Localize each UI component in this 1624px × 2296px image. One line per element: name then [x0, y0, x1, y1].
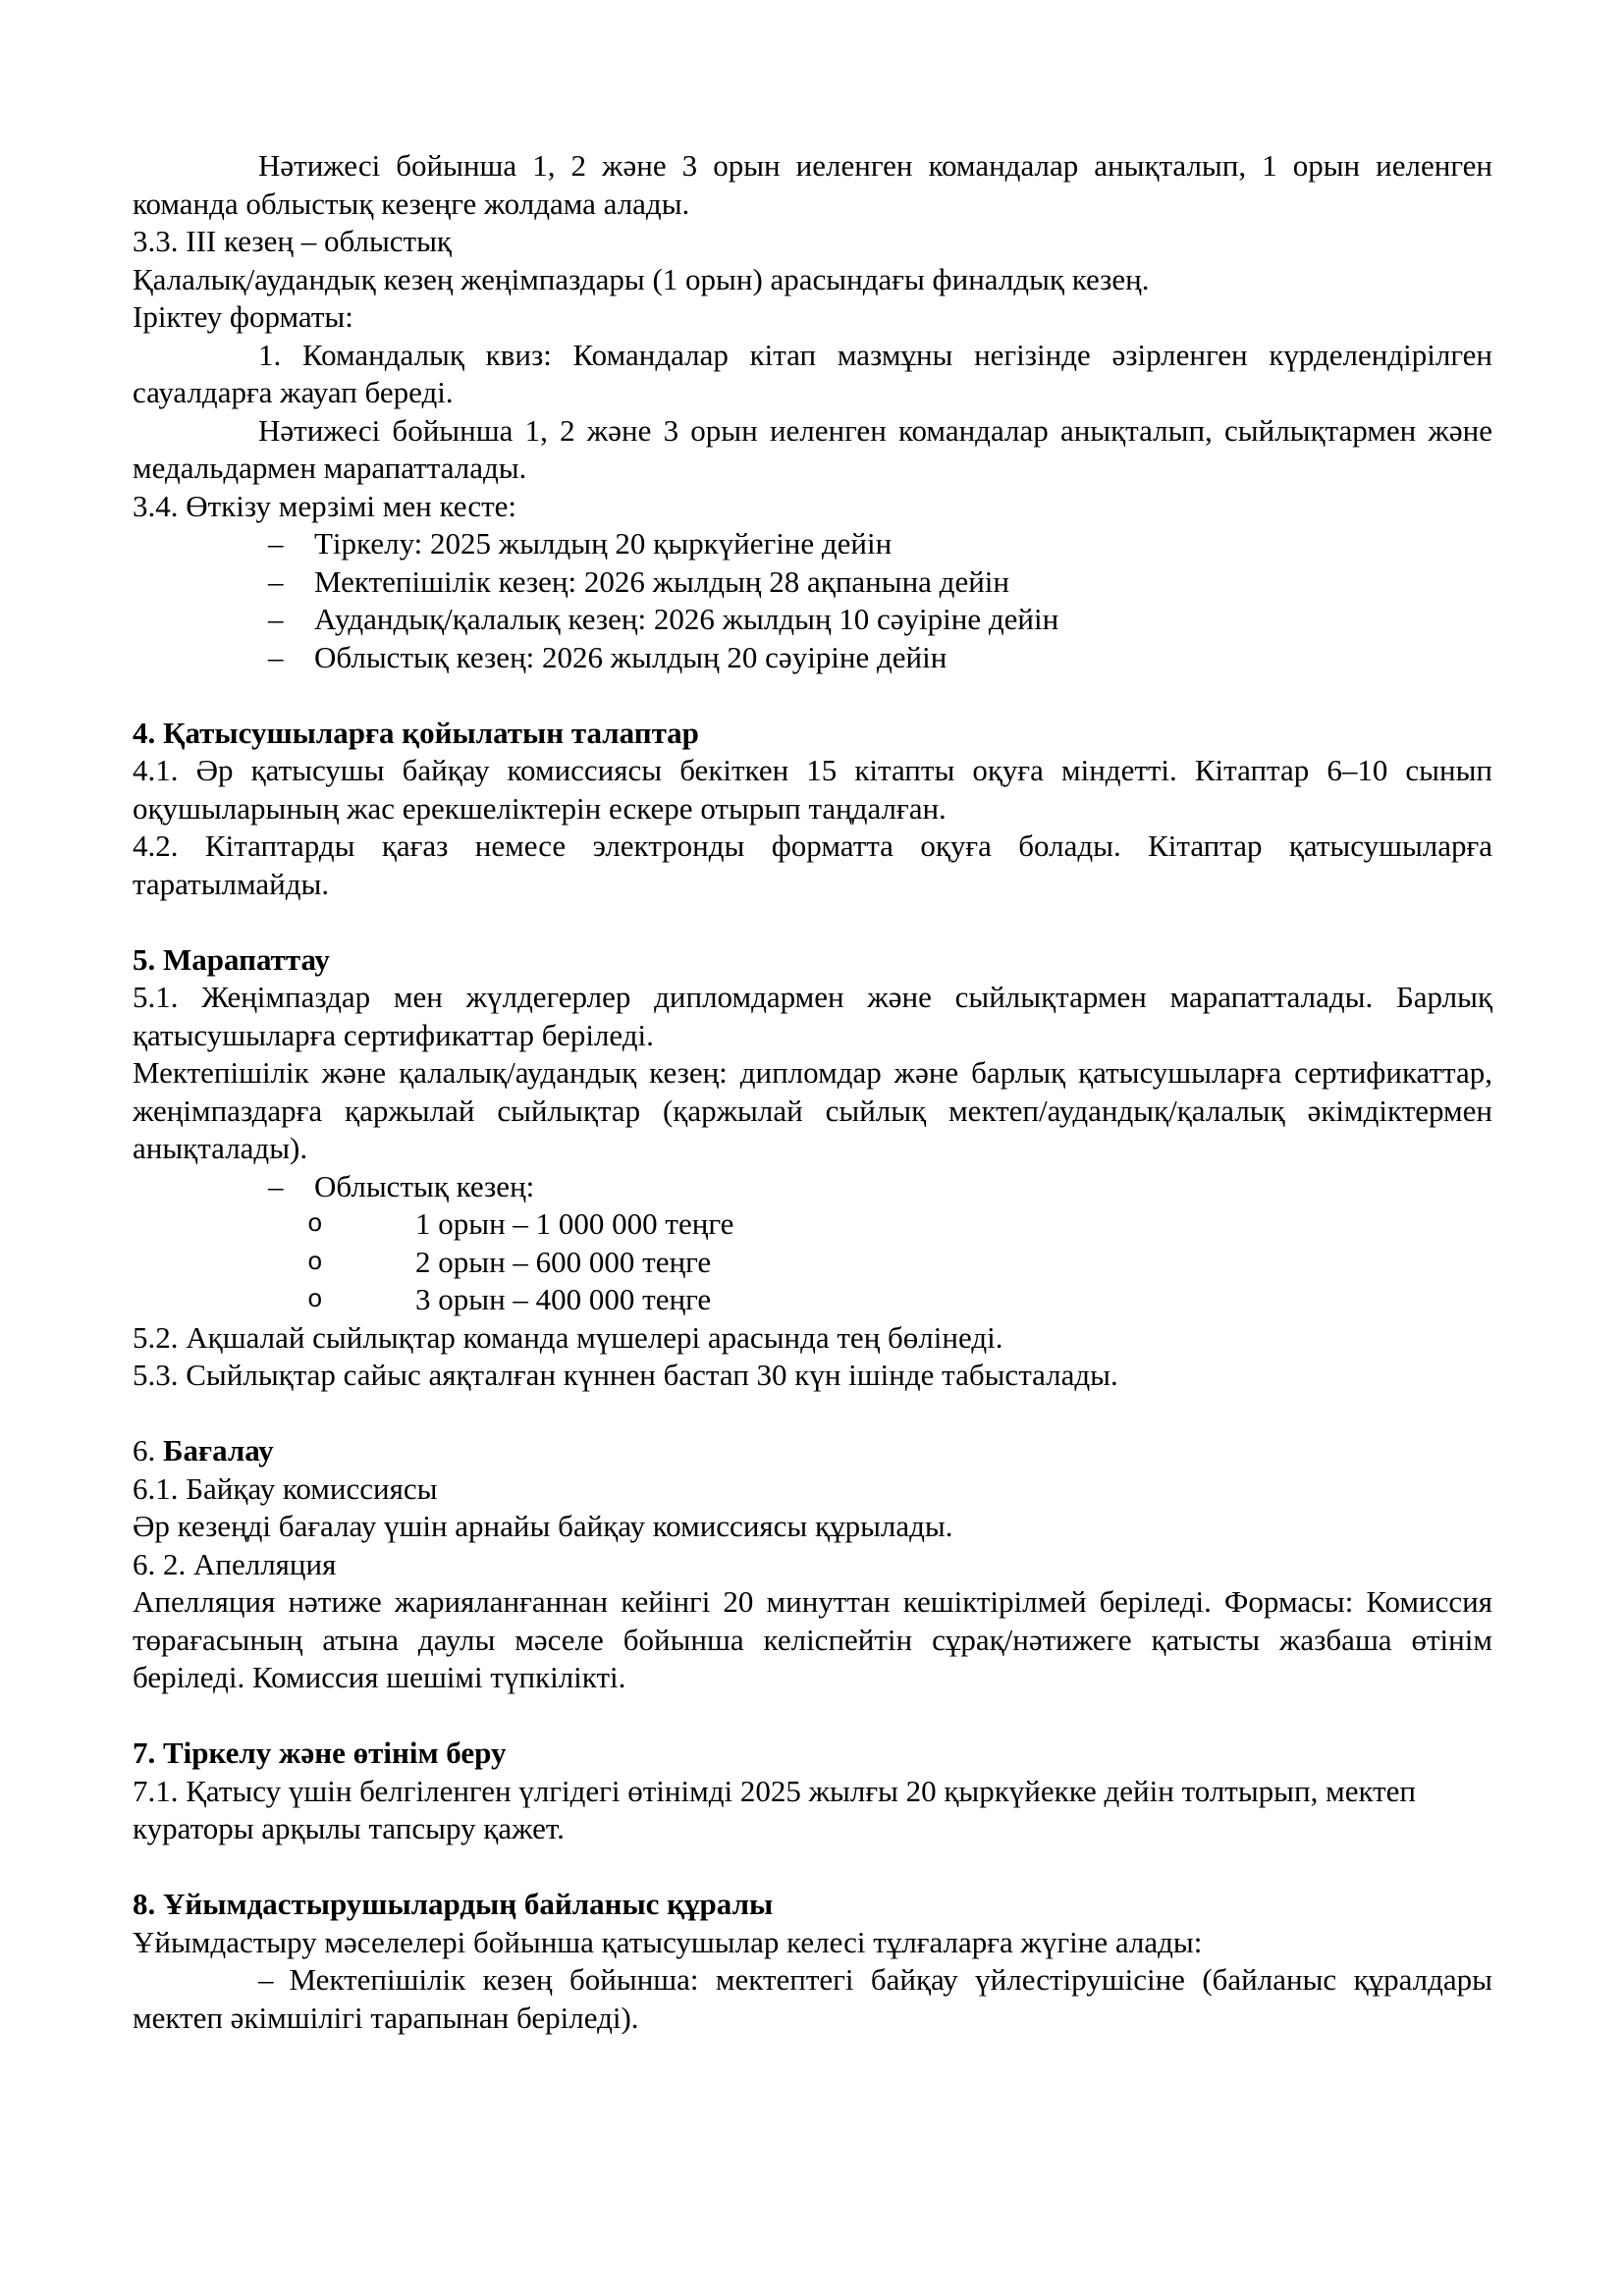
paragraph: 4.1. Әр қатысушы байқау комиссиясы бекіткен 15 кітапты оқуға міндетті. Кітаптар 6–10 сынып оқушыларының жас ерекшеліктерін ескере отырып таңдалған. — [133, 753, 1492, 826]
dash-bullet: – — [268, 1168, 284, 1203]
paragraph: Әр кезеңді бағалау үшін арнайы байқау комиссиясы құрылады. — [133, 1509, 953, 1543]
paragraph: 5.1. Жеңімпаздар мен жүлдегерлер дипломдармен және сыйлықтармен марапатталады. Барлық қатысушыларға сертификаттар беріледі. — [133, 980, 1492, 1052]
dash-bullet: – — [258, 1962, 274, 1997]
paragraph: 5.3. Сыйлықтар сайыс аяқталған күннен бастап 30 күн ішінде табысталады. — [133, 1358, 1118, 1392]
list-item-text: Облыстық кезең: — [314, 1168, 535, 1203]
section-heading: 5. Марапаттау — [133, 941, 330, 977]
list-item-text: 2 орын – 600 000 теңге — [415, 1244, 712, 1279]
dash-bullet: – — [268, 602, 284, 636]
dash-bullet: – — [268, 639, 284, 674]
list-item-text: Тіркелу: 2025 жылдың 20 қыркүйегіне дейін — [314, 526, 893, 561]
paragraph: 1. Командалық квиз: Командалар кітап мазмұны негізінде әзірленген күрделендірілген сауалдарға жауап береді. — [133, 337, 1492, 409]
blank-line — [133, 1848, 1492, 1887]
list-item-text: Облыстық кезең: 2026 жылдың 20 сәуіріне дейін — [314, 639, 947, 674]
list-item-text: Аудандық/қалалық кезең: 2026 жылдың 10 сәуіріне дейін — [314, 602, 1059, 636]
paragraph: Нәтижесі бойынша 1, 2 және 3 орын иеленген командалар анықталып, 1 орын иеленген команда облыстық кезеңге жолдама алады. — [133, 148, 1492, 221]
blank-line — [133, 903, 1492, 941]
list-item — [307, 1281, 1492, 1319]
dash-bullet: – — [268, 563, 284, 599]
section-heading: 8. Ұйымдастырушылардың байланыс құралы — [133, 1887, 774, 1921]
blank-line — [133, 1395, 1492, 1433]
circle-bullet: o — [307, 1247, 323, 1277]
paragraph: 6. 2. Апелляция — [133, 1546, 337, 1581]
list-item — [268, 525, 1492, 563]
paragraph: Нәтижесі бойынша 1, 2 және 3 орын иеленген командалар анықталып, сыйлықтармен және медальдармен марапатталады. — [133, 412, 1492, 485]
list-paragraph-text: Мектепішілік кезең бойынша: мектептегі байқау үйлестірушісіне (байланыс құралдары мектеп әкімшілігі тарапынан беріледі). — [133, 1962, 1492, 2035]
paragraph: 5.2. Ақшалай сыйлықтар команда мүшелері арасында тең бөлінеді. — [133, 1319, 1003, 1355]
heading-number: 6. — [133, 1433, 163, 1468]
paragraph: 3.3. III кезең – облыстық — [133, 224, 452, 258]
blank-line — [133, 1697, 1492, 1735]
paragraph: 7.1. Қатысу үшін белгіленген үлгідегі өтінімді 2025 жылғы 20 қыркүйекке дейін толтырып, мектеп кураторы арқылы тапсыру қажет. — [133, 1773, 1417, 1845]
paragraph: Ұйымдастыру мәселелері бойынша қатысушылар келесі тұлғаларға жүгіне алады: — [133, 1924, 1203, 1959]
paragraph: 4.2. Кітаптарды қағаз немесе электронды форматта оқуға болады. Кітаптар қатысушыларға таратылмайды. — [133, 828, 1492, 901]
blank-line — [133, 676, 1492, 715]
list-item-text: 3 орын – 400 000 теңге — [415, 1282, 712, 1316]
list-item — [307, 1205, 1492, 1244]
list-item — [307, 1244, 1492, 1282]
circle-bullet: o — [307, 1209, 323, 1239]
paragraph: Қалалық/аудандық кезең жеңімпаздары (1 орын) арасындағы финалдық кезең. — [133, 261, 1150, 296]
list-item-text: Мектепішілік кезең: 2026 жылдың 28 ақпанына дейін — [314, 563, 1010, 599]
paragraph: 6.1. Байқау комиссиясы — [133, 1470, 438, 1506]
list-item — [268, 601, 1492, 639]
list-item-text: 1 орын – 1 000 000 теңге — [415, 1206, 734, 1241]
dash-bullet: – — [268, 526, 284, 561]
heading-text: Бағалау — [163, 1433, 274, 1468]
section-heading: 7. Тіркелу және өтінім беру — [133, 1735, 507, 1770]
paragraph: 3.4. Өткізу мерзімі мен кесте: — [133, 488, 517, 523]
circle-bullet: o — [307, 1285, 323, 1314]
paragraph: Іріктеу форматы: — [133, 299, 353, 334]
list-item — [268, 1168, 1492, 1206]
list-item — [268, 639, 1492, 677]
section-heading — [133, 1432, 1492, 1470]
list-paragraph — [133, 1961, 1492, 2037]
paragraph: Апелляция нәтиже жарияланғаннан кейінгі 20 минуттан кешіктірілмей беріледі. Формасы: Комиссия төрағасының атына даулы мәселе бойынша келіспейтін сұрақ/нәтижеге қатысты жазбаша өтінім беріледі. Комиссия шешімі түпкілікті. — [133, 1584, 1492, 1694]
paragraph: Мектепішілік және қалалық/аудандық кезең: дипломдар және барлық қатысушыларға сертификаттар, жеңімпаздарға қаржылай сыйлықтар (қаржылай сыйлық мектеп/аудандық/қалалық әкімдіктермен анықталады). — [133, 1055, 1492, 1165]
list-item — [268, 563, 1492, 602]
section-heading: 4. Қатысушыларға қойылатын талаптар — [133, 715, 699, 750]
